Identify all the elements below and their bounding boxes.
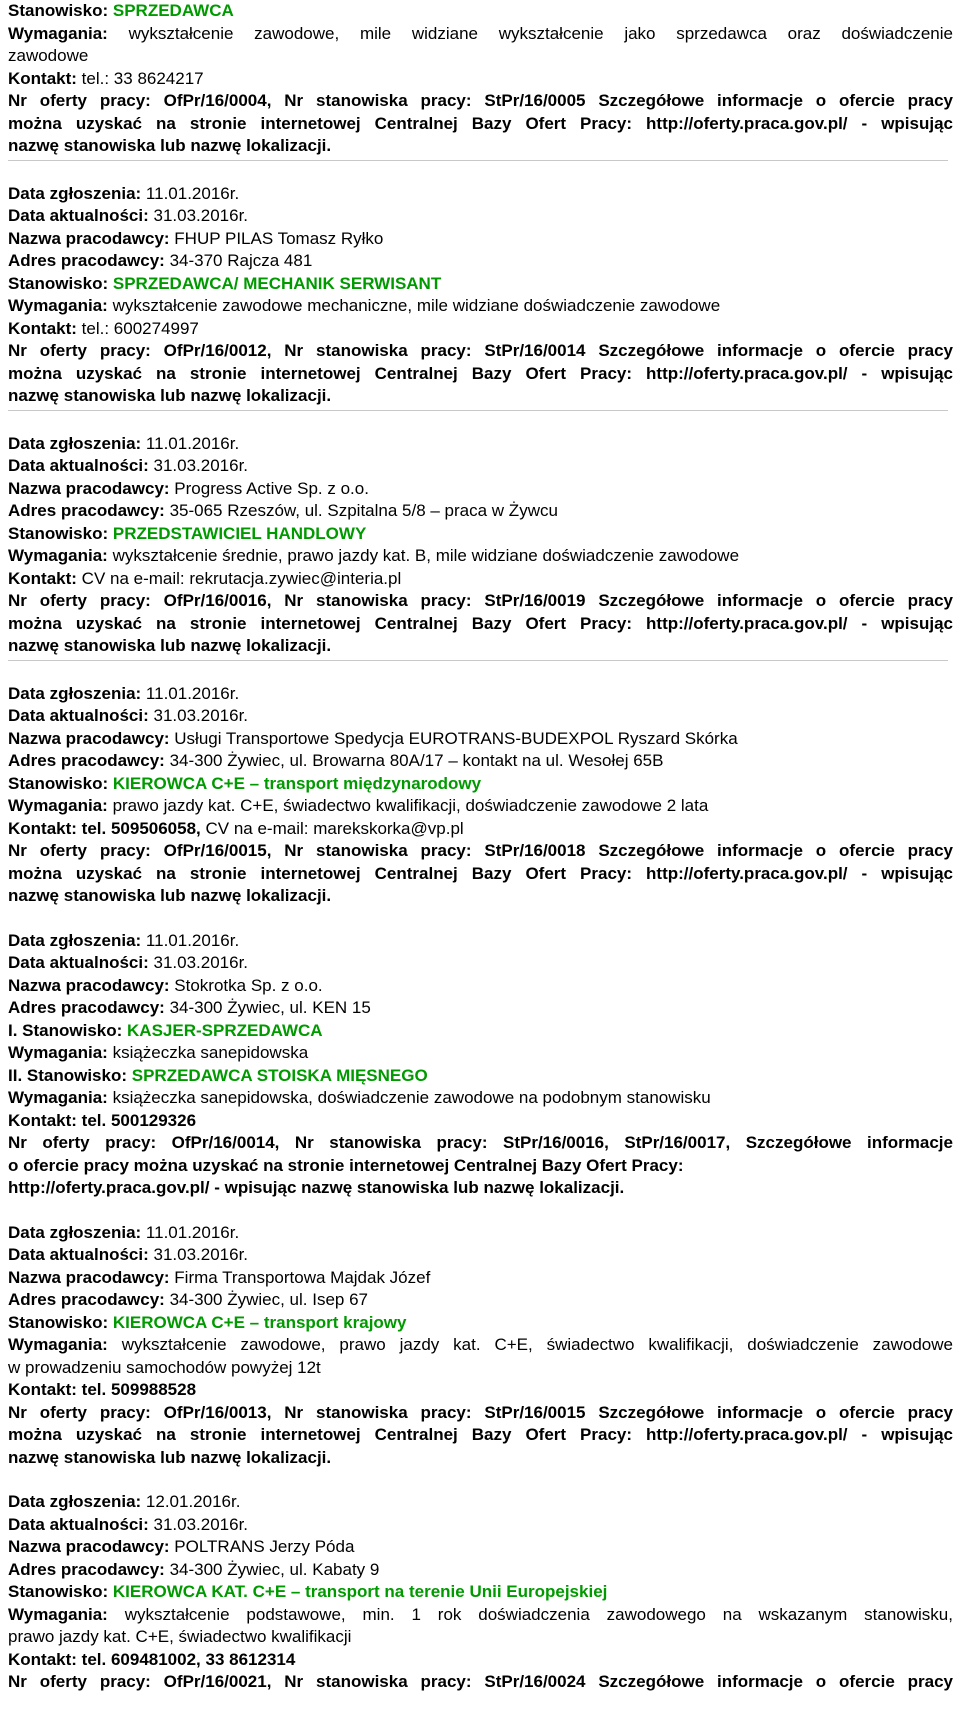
requirements-text: zawodowe — [8, 46, 89, 65]
requirements-text: wykształcenie średnie, prawo jazdy kat. B, mile widziane doświadczenie zawodowe — [112, 546, 740, 565]
requirements-text: prawo jazdy kat. C+E, świadectwo kwalifikacji, doświadczenie zawodowe 2 lata — [112, 796, 709, 815]
contact-phone: tel. 509506058, — [81, 818, 201, 838]
field-label: Stanowisko: — [8, 1, 113, 20]
offer-number: Nr oferty pracy: OfPr/16/0016, Nr stanowiska pracy: StPr/16/0019 Szczegółowe informacje o ofercie pracy — [8, 591, 953, 610]
offer-info: nazwę stanowiska lub nazwę lokalizacji. — [8, 136, 332, 155]
employer-address: 34-370 Rajcza 481 — [169, 251, 313, 270]
job-offer: Data zgłoszenia: 11.01.2016r. Data aktualności: 31.03.2016r. Nazwa pracodawcy: Firma Transportowa Majdak Józef Adres pracodawcy: 34-300 Żywiec, ul. Isep 67 Stanowisko: KIEROWCA C+E – transport krajowy Wymagania: wykształcenie zawodowe, prawo jazdy kat. C+E, świadectwo kwalifikacji, doświadczenie zawodowe w prowadzeniu samochodów powyżej 12t Kontakt: tel. 509988528 Nr oferty pracy: OfPr/16/0013, Nr stanowiska pracy: StPr/16/0015 Szczegółowe informacje o ofercie pracy można uzyskać na stronie internetowej Centralnej Bazy Ofert Pracy: http://oferty.praca.gov.pl/ - wpisując nazwę stanowiska lub nazwę lokalizacji. — [8, 1222, 953, 1467]
offer-number: Nr oferty pracy: OfPr/16/0021, Nr stanowiska pracy: StPr/16/0024 Szczegółowe informacje o ofercie pracy — [8, 1672, 953, 1691]
contact-text: tel.: 600274997 — [81, 318, 199, 338]
field-label: Wymagania: — [8, 23, 129, 43]
employer-name: FHUP PILAS Tomasz Ryłko — [174, 228, 384, 248]
job-offer: Data zgłoszenia: 11.01.2016r. Data aktualności: 31.03.2016r. Nazwa pracodawcy: Progress Active Sp. z o.o. Adres pracodawcy: 35-065 Rzeszów, ul. Szpitalna 5/8 – praca w Żywcu Stanowisko: PRZEDSTAWICIEL HANDLOWY Wymagania: wykształcenie średnie, prawo jazdy kat. B, mile widziane doświadczenie zawodowe Kontakt: CV na e-mail: rekrutacja.zywiec@interia.pl Nr oferty pracy: OfPr/16/0016, Nr stanowiska pracy: StPr/16/0019 Szczegółowe informacje o ofercie pracy można uzyskać na stronie internetowej Centralnej Bazy Ofert Pracy: http://oferty.praca.gov.pl/ - wpisując nazwę stanowiska lub nazwę lokalizacji. — [8, 433, 953, 655]
requirements-text: wykształcenie zawodowe, mile widziane wykształcenie jako sprzedawca oraz doświadczenie — [128, 23, 953, 43]
offer-info: nazwę stanowiska lub nazwę lokalizacji. — [8, 386, 332, 405]
requirements-text: prawo jazdy kat. C+E, świadectwo kwalifikacji — [8, 1627, 352, 1646]
position-name: KASJER-SPRZEDAWCA — [127, 1020, 323, 1040]
offer-info: można uzyskać na stronie internetowej Centralnej Bazy Ofert Pracy: http://oferty.praca.gov.pl/ - wpisując — [8, 113, 953, 133]
validity-date: 31.03.2016r. — [153, 1245, 249, 1264]
offer-info: można uzyskać na stronie internetowej Centralnej Bazy Ofert Pracy: http://oferty.praca.gov.pl/ - wpisując — [8, 863, 953, 883]
offer-info: można uzyskać na stronie internetowej Centralnej Bazy Ofert Pracy: http://oferty.praca.gov.pl/ - wpisując — [8, 613, 953, 633]
job-offer: Data zgłoszenia: 11.01.2016r. Data aktualności: 31.03.2016r. Nazwa pracodawcy: Stokrotka Sp. z o.o. Adres pracodawcy: 34-300 Żywiec, ul. KEN 15 I. Stanowisko: KASJER-SPRZEDAWCA Wymagania: książeczka sanepidowska II. Stanowisko: SPRZEDAWCA STOISKA MIĘSNEGO Wymagania: książeczka sanepidowska, doświadczenie zawodowe na podobnym stanowisku Kontakt: tel. 500129326 Nr oferty pracy: OfPr/16/0014, Nr stanowiska pracy: StPr/16/0016, StPr/16/0017, Szczegółowe informacje o ofercie pracy można uzyskać na stronie internetowej Centralnej Bazy Ofert Pracy: http://oferty.praca.gov.pl/ - wpisując nazwę stanowiska lub nazwę lokalizacji. — [8, 930, 953, 1197]
submission-date: 11.01.2016r. — [145, 683, 240, 703]
contact-phone: tel. 509988528 — [81, 1380, 197, 1399]
employer-name: Progress Active Sp. z o.o. — [174, 478, 369, 498]
requirements-text: wykształcenie zawodowe mechaniczne, mile widziane doświadczenie zawodowe — [112, 296, 721, 315]
requirements-text: wykształcenie podstawowe, min. 1 rok doświadczenia zawodowego na wskazanym stanowisku, — [124, 1604, 953, 1624]
requirements-text: wykształcenie zawodowe, prawo jazdy kat. C+E, świadectwo kwalifikacji, doświadczenie zawodowe — [121, 1335, 953, 1354]
contact-text: CV na e-mail: marekskorka@vp.pl — [200, 818, 464, 838]
validity-date: 31.03.2016r. — [153, 706, 249, 725]
offer-info: nazwę stanowiska lub nazwę lokalizacji. — [8, 1447, 332, 1467]
employer-address: 34-300 Żywiec, ul. KEN 15 — [169, 998, 371, 1017]
contact-text: CV na e-mail: rekrutacja.zywiec@interia.pl — [81, 568, 402, 588]
contact-phone: tel. 609481002, 33 8612314 — [81, 1649, 296, 1669]
employer-name: Usługi Transportowe Spedycja EUROTRANS-BUDEXPOL Ryszard Skórka — [174, 728, 738, 748]
job-offers-document — [8, 0, 953, 1694]
requirements-text: książeczka sanepidowska — [112, 1043, 309, 1062]
position-name: SPRZEDAWCA/ MECHANIK SERWISANT — [112, 273, 442, 293]
submission-date: 12.01.2016r. — [145, 1492, 241, 1511]
employer-name: POLTRANS Jerzy Póda — [174, 1537, 355, 1556]
employer-address: 34-300 Żywiec, ul. Kabaty 9 — [169, 1559, 380, 1579]
employer-address: 34-300 Żywiec, ul. Browarna 80A/17 – kontakt na ul. Wesołej 65B — [169, 751, 664, 770]
offer-info: nazwę stanowiska lub nazwę lokalizacji. — [8, 636, 332, 655]
offer-info: nazwę stanowiska lub nazwę lokalizacji. — [8, 886, 332, 905]
job-offer — [8, 0, 953, 158]
employer-name: Stokrotka Sp. z o.o. — [174, 975, 323, 995]
position-name: PRZEDSTAWICIEL HANDLOWY — [112, 523, 367, 543]
submission-date: 11.01.2016r. — [145, 930, 240, 950]
position-name: KIEROWCA C+E – transport międzynarodowy — [112, 773, 482, 793]
offer-info: o ofercie pracy można uzyskać na stronie internetowej Centralnej Bazy Ofert Pracy: — [8, 1155, 684, 1175]
offer-number: Nr oferty pracy: OfPr/16/0015, Nr stanowiska pracy: StPr/16/0018 Szczegółowe informacje o ofercie pracy — [8, 841, 953, 860]
validity-date: 31.03.2016r. — [153, 953, 249, 972]
offer-info: http://oferty.praca.gov.pl/ - wpisując nazwę stanowiska lub nazwę lokalizacji. — [8, 1178, 625, 1197]
offer-number: Nr oferty pracy: OfPr/16/0012, Nr stanowiska pracy: StPr/16/0014 Szczegółowe informacje o ofercie pracy — [8, 341, 953, 360]
position-name: KIEROWCA C+E – transport krajowy — [112, 1312, 407, 1332]
field-label: Kontakt: — [8, 68, 82, 88]
validity-date: 31.03.2016r. — [153, 456, 249, 475]
submission-date: 11.01.2016r. — [145, 183, 240, 203]
job-offer: Data zgłoszenia: 11.01.2016r. Data aktualności: 31.03.2016r. Nazwa pracodawcy: Usługi Transportowe Spedycja EUROTRANS-BUDEXPOL Ryszard Skórka Adres pracodawcy: 34-300 Żywiec, ul. Browarna 80A/17 – kontakt na ul. Wesołej 65B Stanowisko: KIEROWCA C+E – transport międzynarodowy Wymagania: prawo jazdy kat. C+E, świadectwo kwalifikacji, doświadczenie zawodowe 2 lata Kontakt: tel. 509506058, CV na e-mail: marekskorka@vp.pl Nr oferty pracy: OfPr/16/0015, Nr stanowiska pracy: StPr/16/0018 Szczegółowe informacje o ofercie pracy można uzyskać na stronie internetowej Centralnej Bazy Ofert Pracy: http://oferty.praca.gov.pl/ - wpisując nazwę stanowiska lub nazwę lokalizacji. — [8, 683, 953, 905]
position-name: SPRZEDAWCA STOISKA MIĘSNEGO — [131, 1065, 428, 1085]
requirements-text: w prowadzeniu samochodów powyżej 12t — [8, 1357, 321, 1377]
offer-info: można uzyskać na stronie internetowej Centralnej Bazy Ofert Pracy: http://oferty.praca.gov.pl/ - wpisując — [8, 1425, 953, 1444]
employer-address: 35-065 Rzeszów, ul. Szpitalna 5/8 – praca w Żywcu — [169, 501, 558, 520]
offer-number: Nr oferty pracy: OfPr/16/0014, Nr stanowiska pracy: StPr/16/0016, StPr/16/0017, Szczegółowe informacje — [8, 1133, 953, 1152]
position-name: KIEROWCA KAT. C+E – transport na terenie Unii Europejskiej — [112, 1582, 608, 1601]
contact-text: tel.: 33 8624217 — [81, 68, 204, 88]
offer-number: Nr oferty pracy: OfPr/16/0004, Nr stanowiska pracy: StPr/16/0005 Szczegółowe informacje o ofercie pracy — [8, 91, 953, 110]
position-name: SPRZEDAWCA — [112, 1, 234, 20]
job-offer: Data zgłoszenia: 11.01.2016r. Data aktualności: 31.03.2016r. Nazwa pracodawcy: FHUP PILAS Tomasz Ryłko Adres pracodawcy: 34-370 Rajcza 481 Stanowisko: SPRZEDAWCA/ MECHANIK SERWISANT Wymagania: wykształcenie zawodowe mechaniczne, mile widziane doświadczenie zawodowe Kontakt: tel.: 600274997 Nr oferty pracy: OfPr/16/0012, Nr stanowiska pracy: StPr/16/0014 Szczegółowe informacje o ofercie pracy można uzyskać na stronie internetowej Centralnej Bazy Ofert Pracy: http://oferty.praca.gov.pl/ - wpisując nazwę stanowiska lub nazwę lokalizacji. — [8, 183, 953, 405]
contact-phone: tel. 500129326 — [81, 1110, 197, 1130]
job-offer: Data zgłoszenia: 12.01.2016r. Data aktualności: 31.03.2016r. Nazwa pracodawcy: POLTRANS Jerzy Póda Adres pracodawcy: 34-300 Żywiec, ul. Kabaty 9 Stanowisko: KIEROWCA KAT. C+E – transport na terenie Unii Europejskiej Wymagania: wykształcenie podstawowe, min. 1 rok doświadczenia zawodowego na wskazanym stanowisku, prawo jazdy kat. C+E, świadectwo kwalifikacji Kontakt: tel. 609481002, 33 8612314 Nr oferty pracy: OfPr/16/0021, Nr stanowiska pracy: StPr/16/0024 Szczegółowe informacje o ofercie pracy — [8, 1492, 953, 1691]
validity-date: 31.03.2016r. — [153, 206, 249, 225]
offer-number: Nr oferty pracy: OfPr/16/0013, Nr stanowiska pracy: StPr/16/0015 Szczegółowe informacje o ofercie pracy — [8, 1402, 953, 1422]
submission-date: 11.01.2016r. — [145, 1222, 240, 1242]
submission-date: 11.01.2016r. — [145, 433, 240, 453]
employer-address: 34-300 Żywiec, ul. Isep 67 — [169, 1290, 369, 1309]
requirements-text: książeczka sanepidowska, doświadczenie zawodowe na podobnym stanowisku — [112, 1088, 711, 1107]
validity-date: 31.03.2016r. — [153, 1514, 249, 1534]
offer-info: można uzyskać na stronie internetowej Centralnej Bazy Ofert Pracy: http://oferty.praca.gov.pl/ - wpisując — [8, 363, 953, 383]
employer-name: Firma Transportowa Majdak Józef — [174, 1267, 431, 1287]
